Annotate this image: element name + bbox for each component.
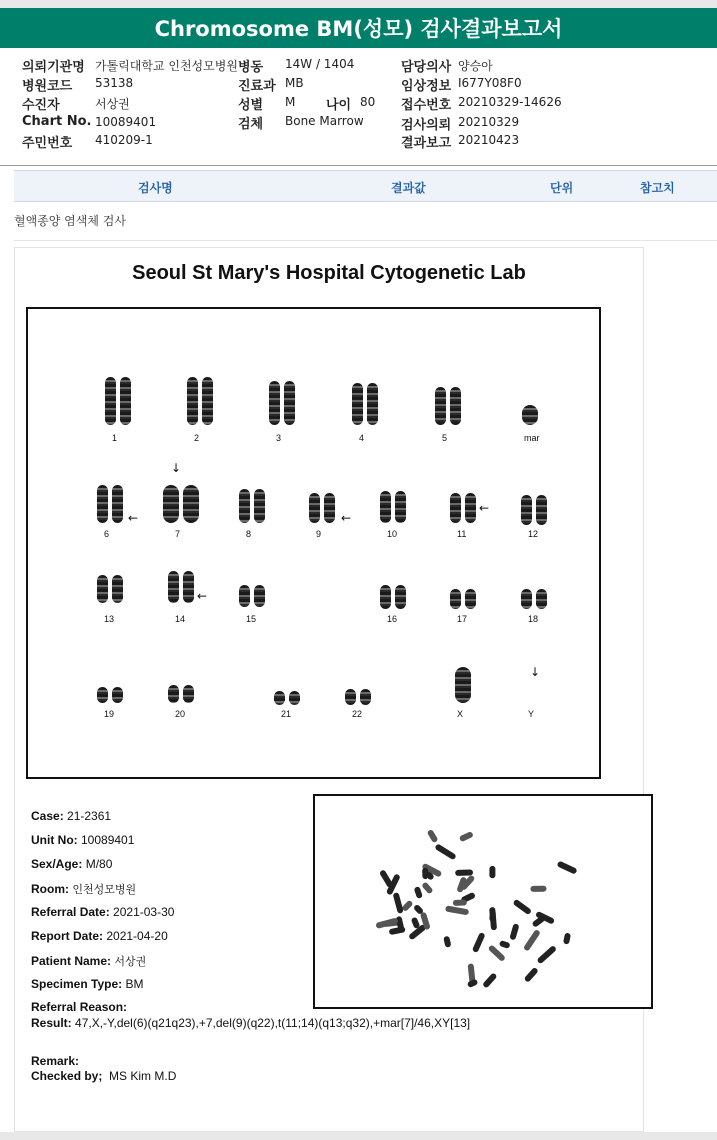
chromosome-label: 13 [104, 614, 115, 624]
chromosome [284, 381, 295, 425]
chromosome [187, 377, 198, 425]
chromosome [345, 689, 356, 705]
chromosome [289, 691, 300, 705]
referral-reason-field [31, 1000, 127, 1014]
chromosome [254, 489, 265, 523]
chromosome [536, 589, 547, 609]
chromosome-label: mar [524, 433, 540, 443]
chromosome [97, 575, 108, 603]
chromosome-label: 2 [194, 433, 200, 443]
left-arrow-icon: ← [197, 589, 208, 603]
patient-name-value: 서상권 [114, 956, 147, 968]
report-title: Chromosome BM(성모) 검사결과보고서 [154, 17, 563, 41]
sex-label: 성별 [238, 98, 264, 113]
chromosome [269, 381, 280, 425]
metaphase-chromosome [512, 899, 532, 916]
chromosome-label: 21 [281, 709, 292, 719]
metaphase-chromosome [393, 892, 404, 914]
result-value: 47,X,-Y,del(6)(q21q23),+7,del(9)(q22),t(11;14)(q13;q32),+mar[7]/46,XY[13] [75, 1016, 471, 1030]
clinical-value: I677Y08F0 [458, 76, 522, 90]
chromosome [105, 377, 116, 425]
chromosome-label: 20 [175, 709, 186, 719]
chromosome [450, 493, 461, 523]
metaphase-chromosome [472, 932, 486, 953]
metaphase-chromosome [445, 905, 469, 915]
chromosome-pair [345, 689, 371, 705]
result-label: Result: [31, 1016, 72, 1030]
metaphase-chromosome [499, 940, 511, 949]
chromosome-pair [450, 493, 476, 523]
age-value: 80 [360, 95, 376, 109]
unit-value: 10089401 [81, 833, 135, 847]
doctor-label: 담당의사 [401, 60, 452, 75]
chromosome [97, 485, 108, 523]
dept-label: 진료과 [238, 79, 276, 94]
specimen-value: Bone Marrow [285, 114, 364, 128]
metaphase-chromosome [524, 967, 539, 983]
metaphase-chromosome [434, 843, 456, 860]
chromosome-label: 19 [104, 709, 115, 719]
chromosome [112, 575, 123, 603]
metaphase-chromosome [427, 829, 439, 843]
specimen-type-field [31, 977, 143, 991]
chart-value: 10089401 [95, 115, 157, 129]
chromosome-label: Y [528, 709, 535, 719]
chromosome [367, 383, 378, 425]
chromosome [395, 585, 406, 609]
patient-name-label: Patient Name: [31, 954, 112, 968]
metaphase-chromosome [489, 866, 495, 878]
result-field [31, 1016, 470, 1030]
patient-label: 수진자 [22, 98, 60, 113]
chromosome-pair [450, 589, 476, 609]
chromosome-label: 5 [442, 433, 448, 443]
chromosome-label: 14 [175, 614, 186, 624]
chromosome [183, 685, 194, 703]
chromosome-pair [455, 667, 471, 703]
chromosome [380, 585, 391, 609]
chromosome-pair [239, 585, 265, 607]
request-value: 20210329 [458, 115, 520, 129]
dept-value: MB [285, 76, 304, 90]
chromosome-pair [521, 589, 547, 609]
chromosome-label: 15 [246, 614, 257, 624]
left-arrow-icon: ← [128, 511, 139, 525]
chromosome [254, 585, 265, 607]
lab-title: Seoul St Mary's Hospital Cytogenetic Lab [132, 262, 526, 284]
chromosome [239, 489, 250, 523]
chromosome-pair [105, 377, 131, 425]
metaphase-chromosome [523, 929, 541, 952]
chromosome-label: 3 [276, 433, 282, 443]
room-field [31, 881, 136, 897]
patient-name-field [31, 953, 146, 969]
chromosome-label: 22 [352, 709, 363, 719]
metaphase-spread [315, 796, 651, 1007]
chromosome-label: X [457, 709, 464, 719]
resident-label: 주민번호 [22, 136, 73, 151]
sexage-label: Sex/Age: [31, 857, 83, 871]
metaphase-chromosome [443, 936, 451, 948]
chromosome [465, 589, 476, 609]
chromosome-label: 9 [316, 529, 322, 539]
checked-field [31, 1069, 176, 1083]
metaphase-chromosome [509, 923, 519, 940]
result-table-header [14, 170, 717, 202]
chromosome [239, 585, 250, 607]
chromosome [168, 571, 179, 603]
karyotype-image [26, 307, 601, 779]
down-arrow-icon: ↓ [171, 461, 182, 475]
patient-info-panel [0, 48, 717, 166]
chromosome-pair [97, 485, 123, 523]
chromosome-label: 16 [387, 614, 398, 624]
clinical-label: 임상정보 [401, 79, 452, 94]
chromosome [112, 687, 123, 703]
chromosome-pair [239, 489, 265, 523]
chromosome [465, 493, 476, 523]
chromosome-label: 18 [528, 614, 539, 624]
chromosome [455, 667, 471, 703]
chromosome-label: 12 [528, 529, 539, 539]
chromosome-pair [97, 575, 123, 603]
chromosome [202, 377, 213, 425]
down-arrow-icon: ↓ [530, 665, 541, 679]
ward-label: 병동 [238, 60, 264, 75]
chromosome [183, 571, 194, 603]
institution-value: 가톨릭대학교 인천성모병원 [95, 59, 238, 73]
chromosome [380, 491, 391, 523]
test-name: 혈액종양 염색체 검사 [14, 214, 126, 228]
chromosome-label: 17 [457, 614, 468, 624]
metaphase-chromosome [556, 861, 577, 875]
report-date-field [31, 929, 168, 943]
metaphase-chromosome [421, 881, 434, 894]
chromosome [536, 495, 547, 525]
hospital-code-value: 53138 [95, 76, 134, 90]
metaphase-chromosome [459, 831, 474, 842]
chromosome [324, 493, 335, 523]
remark-field [31, 1054, 79, 1068]
checked-value: MS Kim M.D [109, 1069, 177, 1083]
remark-label: Remark: [31, 1054, 80, 1068]
chromosome [435, 387, 446, 425]
sex-value: M [285, 95, 296, 109]
institution-label: 의뢰기관명 [22, 60, 85, 75]
chromosome [352, 383, 363, 425]
chromosome-pair [522, 405, 538, 425]
page-bottom-strip [0, 1132, 717, 1140]
metaphase-chromosome [563, 932, 571, 944]
chromosome [120, 377, 131, 425]
column-reference: 참고치 [640, 181, 675, 195]
receipt-value: 20210329-14626 [458, 95, 562, 109]
patient-value: 서상권 [95, 97, 130, 111]
metaphase-chromosome [375, 917, 398, 929]
request-label: 검사의뢰 [401, 118, 452, 133]
sexage-value: M/80 [85, 857, 113, 871]
metaphase-chromosome [455, 869, 473, 876]
chromosome-label: 7 [175, 529, 181, 539]
chromosome-label: 6 [104, 529, 110, 539]
chromosome [521, 495, 532, 525]
case-label: Case: [31, 809, 64, 823]
metaphase-chromosome [536, 945, 557, 965]
chromosome-pair [163, 485, 199, 523]
chromosome-pair [168, 571, 194, 603]
chromosome [112, 485, 123, 523]
metaphase-chromosome [482, 972, 498, 988]
metaphase-chromosome [379, 869, 394, 888]
doctor-value: 양승아 [458, 59, 493, 73]
case-value: 21-2361 [67, 809, 112, 823]
chromosome-pair [187, 377, 213, 425]
chromosome-label: 10 [387, 529, 398, 539]
row-divider [14, 240, 717, 241]
unit-field [31, 833, 134, 847]
chromosome [183, 485, 199, 523]
chromosome-pair [168, 685, 194, 703]
chromosome-pair [380, 491, 406, 523]
chromosome-pair [435, 387, 461, 425]
age-label: 나이 [326, 98, 352, 113]
chromosome-label: 8 [246, 529, 252, 539]
checked-label: Checked by; [31, 1069, 103, 1083]
column-unit: 단위 [550, 181, 574, 195]
metaphase-chromosome [489, 910, 496, 921]
chromosome-label: 1 [112, 433, 118, 443]
report-title-bar [0, 0, 717, 48]
metaphase-chromosome [453, 899, 467, 905]
ward-value: 14W / 1404 [285, 57, 355, 71]
sexage-field [31, 857, 112, 871]
report-date-value2: 2021-04-20 [106, 929, 168, 943]
metaphase-chromosome [414, 886, 423, 899]
left-arrow-icon: ← [341, 511, 352, 525]
referral-date-field [31, 905, 174, 919]
chromosome [163, 485, 179, 523]
chromosome-pair [380, 585, 406, 609]
specimen-label: 검체 [238, 117, 264, 132]
left-arrow-icon: ← [479, 501, 490, 515]
chromosome [274, 691, 285, 705]
chromosome-label: 4 [359, 433, 365, 443]
chart-label: Chart No. [22, 114, 92, 129]
chromosome [309, 493, 320, 523]
room-value: 인천성모병원 [72, 884, 137, 896]
unit-label: Unit No: [31, 833, 78, 847]
case-field [31, 809, 111, 823]
referral-date-value: 2021-03-30 [113, 905, 175, 919]
chromosome-pair [97, 687, 123, 703]
chromosome-pair [274, 691, 300, 705]
column-result: 결과값 [391, 181, 426, 195]
chromosome [168, 685, 179, 703]
referral-date-label: Referral Date: [31, 905, 110, 919]
chromosome [450, 589, 461, 609]
chromosome [360, 689, 371, 705]
chromosome [395, 491, 406, 523]
chromosome [522, 405, 538, 425]
chromosome-label: 11 [457, 529, 467, 539]
chromosome [521, 589, 532, 609]
column-test-name: 검사명 [138, 181, 173, 195]
hospital-code-label: 병원코드 [22, 79, 73, 94]
report-date-value: 20210423 [458, 133, 520, 147]
receipt-label: 접수번호 [401, 98, 452, 113]
chromosome [450, 387, 461, 425]
chromosome-pair [521, 495, 547, 525]
report-date-label2: Report Date: [31, 929, 104, 943]
referral-reason-label: Referral Reason: [31, 1000, 128, 1014]
chromosome-pair [269, 381, 295, 425]
metaphase-chromosome [530, 886, 546, 892]
resident-value: 410209-1 [95, 133, 153, 147]
metaphase-image [313, 794, 653, 1009]
metaphase-chromosome [422, 868, 428, 880]
chromosome-pair [309, 493, 335, 523]
specimen-type-value: BM [125, 977, 144, 991]
report-date-label: 결과보고 [401, 136, 452, 151]
specimen-type-label: Specimen Type: [31, 977, 123, 991]
chromosome-pair [352, 383, 378, 425]
chromosome [97, 687, 108, 703]
room-label: Room: [31, 882, 69, 896]
